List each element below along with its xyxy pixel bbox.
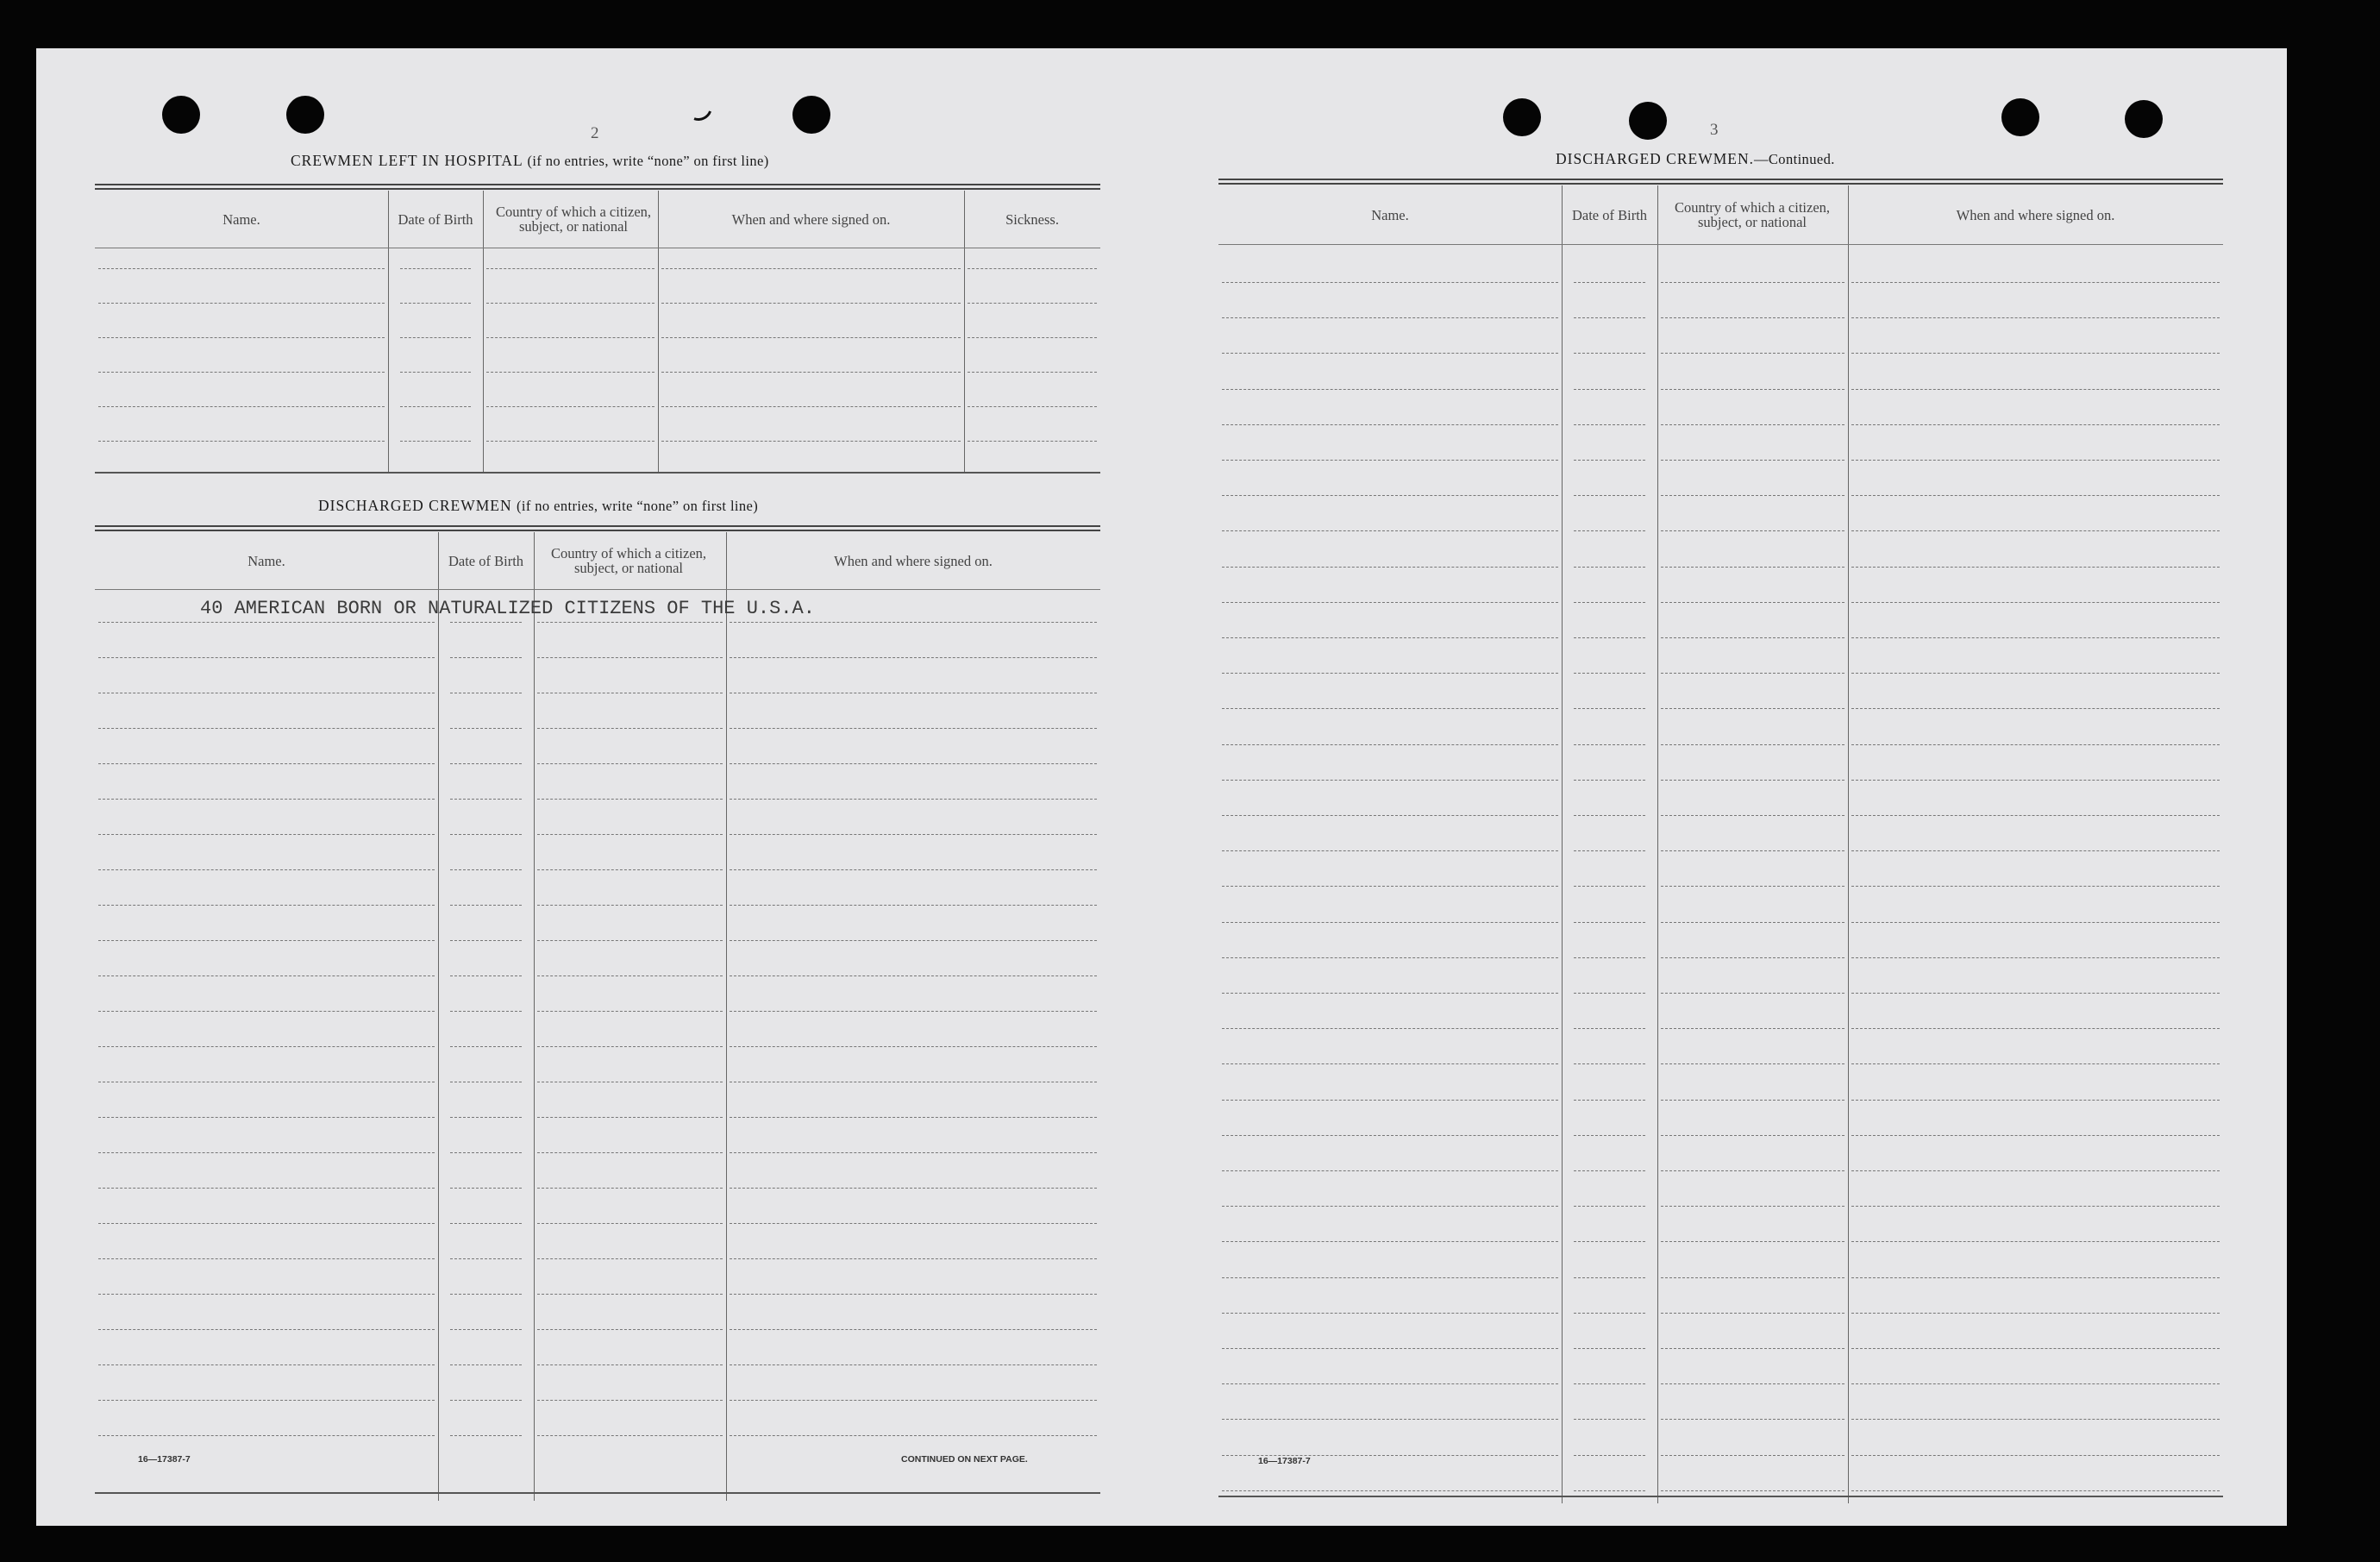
ruled-line <box>1222 353 1558 354</box>
ruled-line <box>1222 1063 1558 1064</box>
ruled-line <box>450 799 522 800</box>
ruled-line <box>1222 1383 1558 1384</box>
ruled-line <box>1222 993 1558 994</box>
ruled-line <box>98 975 435 976</box>
ruled-line <box>98 372 385 373</box>
ruled-line <box>1661 1206 1845 1207</box>
ruled-line <box>730 975 1097 976</box>
typed-entry: 40 AMERICAN BORN OR NATURALIZED CITIZENS OF THE U.S.A. <box>200 598 815 619</box>
ruled-line <box>730 622 1097 623</box>
col-header-signed-on: When and where signed on. <box>834 552 993 569</box>
ruled-line <box>450 763 522 764</box>
ruled-line <box>1574 567 1645 568</box>
ruled-line <box>98 1188 435 1189</box>
ruled-line <box>1661 993 1845 994</box>
ruled-line <box>537 1400 723 1401</box>
ruled-line <box>98 622 435 623</box>
ruled-line <box>730 940 1097 941</box>
ruled-line <box>730 1329 1097 1330</box>
ruled-line <box>98 1294 435 1295</box>
ruled-line <box>1851 993 2220 994</box>
ruled-line <box>1851 424 2220 425</box>
ruled-line <box>1574 1348 1645 1349</box>
ruled-line <box>537 1152 723 1153</box>
ruled-line <box>1661 1313 1845 1314</box>
ruled-line <box>1661 886 1845 887</box>
ruled-line <box>1222 637 1558 638</box>
ruled-line <box>1574 1313 1645 1314</box>
ruled-line <box>1574 1419 1645 1420</box>
ruled-line <box>98 1435 435 1436</box>
ruled-line <box>1574 530 1645 531</box>
ruled-line <box>1661 708 1845 709</box>
ruled-line <box>98 1011 435 1012</box>
ruled-line <box>1222 495 1558 496</box>
col-header-date-of-birth: Date of Birth <box>1571 206 1648 223</box>
ruled-line <box>537 622 723 623</box>
left-page <box>36 48 1162 1526</box>
discharged-title-text: DISCHARGED CREWMEN <box>318 497 512 514</box>
ruled-line <box>1574 957 1645 958</box>
ruled-line <box>450 940 522 941</box>
page-number: 3 <box>1710 121 1719 139</box>
ruled-line <box>1574 922 1645 923</box>
ruled-line <box>537 1223 723 1224</box>
ruled-line <box>1661 1063 1845 1064</box>
ruled-line <box>1661 673 1845 674</box>
ruled-line <box>1222 780 1558 781</box>
ruled-line <box>1574 1383 1645 1384</box>
ruled-line <box>1222 815 1558 816</box>
ruled-line <box>1661 922 1845 923</box>
col-header-signed-on: When and where signed on. <box>731 210 891 228</box>
ruled-line <box>968 268 1097 269</box>
ruled-line <box>1851 1100 2220 1101</box>
ruled-line <box>661 337 961 338</box>
ruled-line <box>730 834 1097 835</box>
page-number: 2 <box>591 124 599 142</box>
ruled-line <box>1222 602 1558 603</box>
ruled-line <box>1574 1135 1645 1136</box>
ruled-line <box>730 1435 1097 1436</box>
ruled-line <box>486 303 654 304</box>
ruled-line <box>1574 1455 1645 1456</box>
ruled-line <box>537 1329 723 1330</box>
ink-mark <box>680 89 717 126</box>
ruled-line <box>98 799 435 800</box>
ruled-line <box>98 268 385 269</box>
ruled-line <box>730 1011 1097 1012</box>
ruled-line <box>1851 282 2220 283</box>
ruled-line <box>1574 637 1645 638</box>
ruled-line <box>730 1294 1097 1295</box>
ruled-line <box>486 441 654 442</box>
ruled-line <box>1574 815 1645 816</box>
ruled-line <box>1661 317 1845 318</box>
ruled-line <box>450 1364 522 1365</box>
ruled-line <box>1574 282 1645 283</box>
ruled-line <box>537 1364 723 1365</box>
discharged-continued-title <box>1556 150 1835 168</box>
ruled-line <box>1661 1383 1845 1384</box>
ruled-line <box>1574 602 1645 603</box>
ruled-line <box>537 905 723 906</box>
ruled-line <box>730 763 1097 764</box>
ruled-line <box>98 1258 435 1259</box>
ruled-line <box>1851 1490 2220 1491</box>
ruled-line <box>730 1364 1097 1365</box>
ruled-line <box>1851 495 2220 496</box>
ruled-line <box>450 1223 522 1224</box>
ruled-line <box>1574 317 1645 318</box>
punch-hole <box>2125 100 2163 138</box>
col-header-date-of-birth: Date of Birth <box>398 210 473 228</box>
ruled-line <box>1661 1241 1845 1242</box>
ruled-line <box>1222 1241 1558 1242</box>
ruled-line <box>450 1188 522 1189</box>
ruled-line <box>1661 815 1845 816</box>
ruled-line <box>1574 353 1645 354</box>
ruled-line <box>968 337 1097 338</box>
ruled-line <box>1851 708 2220 709</box>
ruled-line <box>1574 389 1645 390</box>
ruled-line <box>1574 460 1645 461</box>
ruled-line <box>1574 744 1645 745</box>
ruled-line <box>1574 1241 1645 1242</box>
ruled-line <box>1661 530 1845 531</box>
col-header-name: Name. <box>222 210 260 228</box>
ruled-line <box>1851 1170 2220 1171</box>
ruled-line <box>1574 708 1645 709</box>
ruled-line <box>537 1011 723 1012</box>
ruled-line <box>661 372 961 373</box>
ruled-line <box>1574 495 1645 496</box>
ruled-line <box>400 337 471 338</box>
ruled-line <box>450 1258 522 1259</box>
col-header-country: Country of which a citizen, subject, or national <box>550 545 707 576</box>
ruled-line <box>661 441 961 442</box>
ruled-line <box>1574 850 1645 851</box>
ruled-line <box>661 303 961 304</box>
ruled-line <box>1574 1063 1645 1064</box>
ruled-line <box>1851 460 2220 461</box>
ruled-line <box>1851 850 2220 851</box>
ruled-line <box>450 1011 522 1012</box>
punch-hole <box>162 96 200 134</box>
discharged-continued-table <box>1218 179 2223 1507</box>
ruled-line <box>537 657 723 658</box>
ruled-line <box>730 799 1097 800</box>
ruled-line <box>98 763 435 764</box>
ruled-line <box>1661 957 1845 958</box>
ruled-line <box>98 441 385 442</box>
ruled-line <box>1661 1490 1845 1491</box>
ruled-line <box>400 406 471 407</box>
ruled-line <box>1574 673 1645 674</box>
ruled-line <box>1851 602 2220 603</box>
ruled-line <box>450 1117 522 1118</box>
ruled-line <box>1851 637 2220 638</box>
punch-hole <box>2001 98 2039 136</box>
ruled-line <box>968 406 1097 407</box>
ruled-line <box>537 940 723 941</box>
ruled-line <box>537 869 723 870</box>
ruled-line <box>1851 886 2220 887</box>
ruled-line <box>1661 1170 1845 1171</box>
ruled-line <box>1851 744 2220 745</box>
ruled-line <box>1222 1490 1558 1491</box>
ruled-line <box>1661 1455 1845 1456</box>
ruled-line <box>98 1223 435 1224</box>
ruled-line <box>1851 1383 2220 1384</box>
ruled-line <box>1851 389 2220 390</box>
ruled-line <box>1222 1277 1558 1278</box>
ruled-line <box>1574 424 1645 425</box>
ruled-line <box>450 1046 522 1047</box>
ruled-line <box>1661 1348 1845 1349</box>
ruled-line <box>730 1400 1097 1401</box>
ruled-line <box>98 869 435 870</box>
ruled-line <box>1222 389 1558 390</box>
punch-hole <box>792 96 830 134</box>
ruled-line <box>1574 1100 1645 1101</box>
ruled-line <box>730 1258 1097 1259</box>
ruled-line <box>730 869 1097 870</box>
ruled-line <box>1851 780 2220 781</box>
ruled-line <box>450 1329 522 1330</box>
ruled-line <box>1222 886 1558 887</box>
ruled-line <box>1661 1135 1845 1136</box>
ruled-line <box>1661 1028 1845 1029</box>
ruled-line <box>1851 1455 2220 1456</box>
ruled-line <box>98 1046 435 1047</box>
ruled-line <box>1574 1206 1645 1207</box>
ruled-line <box>537 1188 723 1189</box>
ruled-line <box>730 1152 1097 1153</box>
ruled-line <box>730 1223 1097 1224</box>
ruled-line <box>450 1294 522 1295</box>
ruled-line <box>98 406 385 407</box>
ruled-line <box>1222 1419 1558 1420</box>
discharged-title-text: DISCHARGED CREWMEN. <box>1556 150 1754 167</box>
ruled-line <box>1661 353 1845 354</box>
hospital-instruction: (if no entries, write “none” on first line) <box>527 153 769 169</box>
ruled-line <box>1222 460 1558 461</box>
ruled-line <box>661 406 961 407</box>
hospital-table <box>95 184 1100 520</box>
ruled-line <box>1851 1135 2220 1136</box>
ruled-line <box>1661 850 1845 851</box>
ruled-line <box>98 905 435 906</box>
ruled-line <box>486 337 654 338</box>
hospital-section-title <box>291 152 769 170</box>
ruled-line <box>1851 567 2220 568</box>
ruled-line <box>1851 530 2220 531</box>
ruled-line <box>1851 922 2220 923</box>
ruled-line <box>98 337 385 338</box>
ruled-line <box>1222 282 1558 283</box>
col-header-country: Country of which a citizen, subject, or national <box>1674 199 1831 230</box>
ruled-line <box>1661 389 1845 390</box>
ruled-line <box>1661 460 1845 461</box>
ruled-line <box>1222 922 1558 923</box>
ruled-line <box>1661 424 1845 425</box>
punch-hole <box>1629 102 1667 140</box>
ruled-line <box>450 622 522 623</box>
ruled-line <box>1661 1100 1845 1101</box>
ruled-line <box>1574 1170 1645 1171</box>
ruled-line <box>730 728 1097 729</box>
ruled-line <box>98 834 435 835</box>
form-number: 16—17387-7 <box>138 1454 191 1465</box>
ruled-line <box>98 1329 435 1330</box>
ruled-line <box>1851 815 2220 816</box>
ruled-line <box>537 1435 723 1436</box>
ruled-line <box>98 1117 435 1118</box>
ruled-line <box>730 657 1097 658</box>
col-header-name: Name. <box>247 552 285 569</box>
ruled-line <box>537 799 723 800</box>
ruled-line <box>486 268 654 269</box>
ruled-line <box>537 1258 723 1259</box>
ruled-line <box>1851 673 2220 674</box>
ruled-line <box>486 406 654 407</box>
col-header-signed-on: When and where signed on. <box>1956 206 2115 223</box>
ruled-line <box>98 1400 435 1401</box>
ruled-line <box>968 303 1097 304</box>
ruled-line <box>1851 1277 2220 1278</box>
ruled-line <box>450 1435 522 1436</box>
ruled-line <box>1222 1348 1558 1349</box>
continued-note: CONTINUED ON NEXT PAGE. <box>901 1454 1028 1465</box>
ruled-line <box>1222 424 1558 425</box>
discharged-section-title <box>318 497 758 515</box>
ruled-line <box>400 303 471 304</box>
ruled-line <box>537 763 723 764</box>
ruled-line <box>1661 495 1845 496</box>
ruled-line <box>450 1400 522 1401</box>
right-page <box>1162 48 2287 1526</box>
ruled-line <box>1574 1490 1645 1491</box>
ruled-line <box>1661 602 1845 603</box>
ruled-line <box>98 303 385 304</box>
ruled-line <box>1851 957 2220 958</box>
ruled-line <box>968 372 1097 373</box>
ruled-line <box>1851 1313 2220 1314</box>
ruled-line <box>1574 1277 1645 1278</box>
ruled-line <box>1661 637 1845 638</box>
ruled-line <box>1661 567 1845 568</box>
col-header-country: Country of which a citizen, subject, or national <box>495 204 652 235</box>
ruled-line <box>486 372 654 373</box>
ruled-line <box>450 834 522 835</box>
ruled-line <box>1222 744 1558 745</box>
ruled-line <box>450 1152 522 1153</box>
ruled-line <box>1222 673 1558 674</box>
ruled-line <box>1222 850 1558 851</box>
continued-label: —Continued. <box>1753 151 1835 167</box>
ruled-line <box>450 975 522 976</box>
ruled-line <box>1851 1028 2220 1029</box>
form-number: 16—17387-7 <box>1258 1456 1311 1466</box>
ruled-line <box>1661 1419 1845 1420</box>
ruled-line <box>537 975 723 976</box>
ruled-line <box>1222 317 1558 318</box>
ruled-line <box>1222 708 1558 709</box>
ruled-line <box>1574 780 1645 781</box>
ruled-line <box>537 728 723 729</box>
ruled-line <box>1222 1313 1558 1314</box>
ruled-line <box>730 905 1097 906</box>
ruled-line <box>98 1364 435 1365</box>
ruled-line <box>537 1046 723 1047</box>
ruled-line <box>450 905 522 906</box>
ruled-line <box>1222 957 1558 958</box>
ruled-line <box>1222 1135 1558 1136</box>
ruled-line <box>1851 1206 2220 1207</box>
ruled-line <box>968 441 1097 442</box>
ruled-line <box>450 728 522 729</box>
ruled-line <box>1851 317 2220 318</box>
ruled-line <box>1574 1028 1645 1029</box>
hospital-title-text: CREWMEN LEFT IN HOSPITAL <box>291 152 523 169</box>
ruled-line <box>450 869 522 870</box>
ruled-line <box>1661 1277 1845 1278</box>
ruled-line <box>1661 744 1845 745</box>
ruled-line <box>1851 353 2220 354</box>
ruled-line <box>1851 1348 2220 1349</box>
discharged-table <box>95 525 1100 1500</box>
ruled-line <box>730 1117 1097 1118</box>
ruled-line <box>1222 1100 1558 1101</box>
punch-hole <box>1503 98 1541 136</box>
ruled-line <box>98 657 435 658</box>
ruled-line <box>1222 530 1558 531</box>
ruled-line <box>1851 1063 2220 1064</box>
ruled-line <box>400 372 471 373</box>
ruled-line <box>450 657 522 658</box>
ruled-line <box>730 1046 1097 1047</box>
col-header-name: Name. <box>1371 206 1409 223</box>
ruled-line <box>730 1188 1097 1189</box>
ruled-line <box>661 268 961 269</box>
discharged-instruction: (if no entries, write “none” on first line) <box>516 498 759 514</box>
ruled-line <box>1851 1419 2220 1420</box>
ruled-line <box>1222 1028 1558 1029</box>
col-header-date-of-birth: Date of Birth <box>448 552 524 569</box>
col-header-sickness: Sickness. <box>1005 210 1059 228</box>
ruled-line <box>1574 886 1645 887</box>
ruled-line <box>1222 1170 1558 1171</box>
ruled-line <box>1574 993 1645 994</box>
ruled-line <box>98 728 435 729</box>
ruled-line <box>1222 567 1558 568</box>
ruled-line <box>400 441 471 442</box>
ruled-line <box>537 1117 723 1118</box>
ruled-line <box>1222 1206 1558 1207</box>
ruled-line <box>1661 282 1845 283</box>
ruled-line <box>400 268 471 269</box>
ruled-line <box>98 1152 435 1153</box>
ruled-line <box>1661 780 1845 781</box>
ruled-line <box>537 1294 723 1295</box>
ruled-line <box>537 834 723 835</box>
ruled-line <box>1851 1241 2220 1242</box>
ruled-line <box>98 940 435 941</box>
punch-hole <box>286 96 324 134</box>
